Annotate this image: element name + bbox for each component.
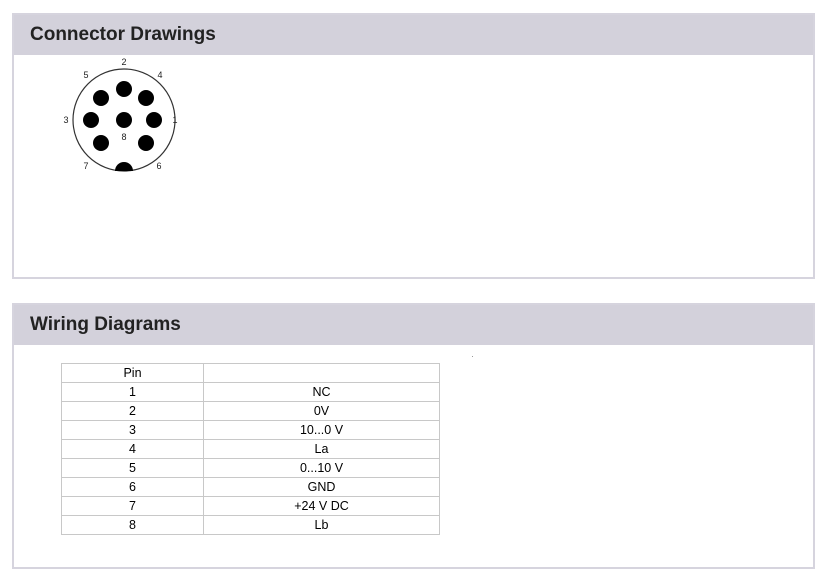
connector-drawings-panel — [12, 13, 815, 279]
pin-function-cell: 0V — [204, 402, 440, 421]
pin-number-cell: 5 — [62, 459, 204, 478]
pin-number-cell: 7 — [62, 497, 204, 516]
pin-4-contact — [138, 90, 154, 106]
pin-assignment-table — [61, 363, 440, 535]
pin-label-6: 6 — [156, 161, 162, 171]
pin-label-5: 5 — [83, 70, 89, 80]
function-column-header — [204, 364, 440, 383]
wiring-diagrams-title: Wiring Diagrams — [14, 305, 813, 345]
pin-function-cell: Lb — [204, 516, 440, 535]
pin-7-contact — [93, 135, 109, 151]
pin-number-cell: 3 — [62, 421, 204, 440]
pin-table-body — [62, 383, 440, 535]
stray-dot — [472, 356, 473, 357]
table-row — [62, 440, 440, 459]
pin-label-4: 4 — [157, 70, 163, 80]
table-row — [62, 459, 440, 478]
wiring-diagrams-panel — [12, 303, 815, 569]
pin-5-contact — [93, 90, 109, 106]
pin-8-contact — [116, 112, 132, 128]
connector-drawings-title: Connector Drawings — [14, 15, 813, 55]
pin-function-cell: NC — [204, 383, 440, 402]
connector-key — [115, 162, 133, 171]
pin-number-cell: 2 — [62, 402, 204, 421]
pin-function-cell: 0...10 V — [204, 459, 440, 478]
pin-function-cell: La — [204, 440, 440, 459]
connector-pinout-drawing — [62, 55, 202, 185]
pin-label-7: 7 — [83, 161, 89, 171]
table-row — [62, 402, 440, 421]
pin-function-cell: +24 V DC — [204, 497, 440, 516]
pin-label-8: 8 — [121, 132, 127, 142]
pin-function-cell: GND — [204, 478, 440, 497]
pin-number-cell: 1 — [62, 383, 204, 402]
pin-6-contact — [138, 135, 154, 151]
pin-number-cell: 8 — [62, 516, 204, 535]
pin-label-1: 1 — [172, 115, 178, 125]
pin-number-cell: 4 — [62, 440, 204, 459]
pin-1-contact — [146, 112, 162, 128]
pin-2-contact — [116, 81, 132, 97]
table-row — [62, 478, 440, 497]
pin-column-header: Pin — [62, 364, 204, 383]
pin-label-2: 2 — [121, 57, 127, 67]
pin-3-contact — [83, 112, 99, 128]
table-row — [62, 516, 440, 535]
table-row — [62, 383, 440, 402]
pin-number-cell: 6 — [62, 478, 204, 497]
table-row — [62, 497, 440, 516]
pin-label-3: 3 — [63, 115, 69, 125]
table-row — [62, 421, 440, 440]
table-header-row — [62, 364, 440, 383]
pin-function-cell: 10...0 V — [204, 421, 440, 440]
